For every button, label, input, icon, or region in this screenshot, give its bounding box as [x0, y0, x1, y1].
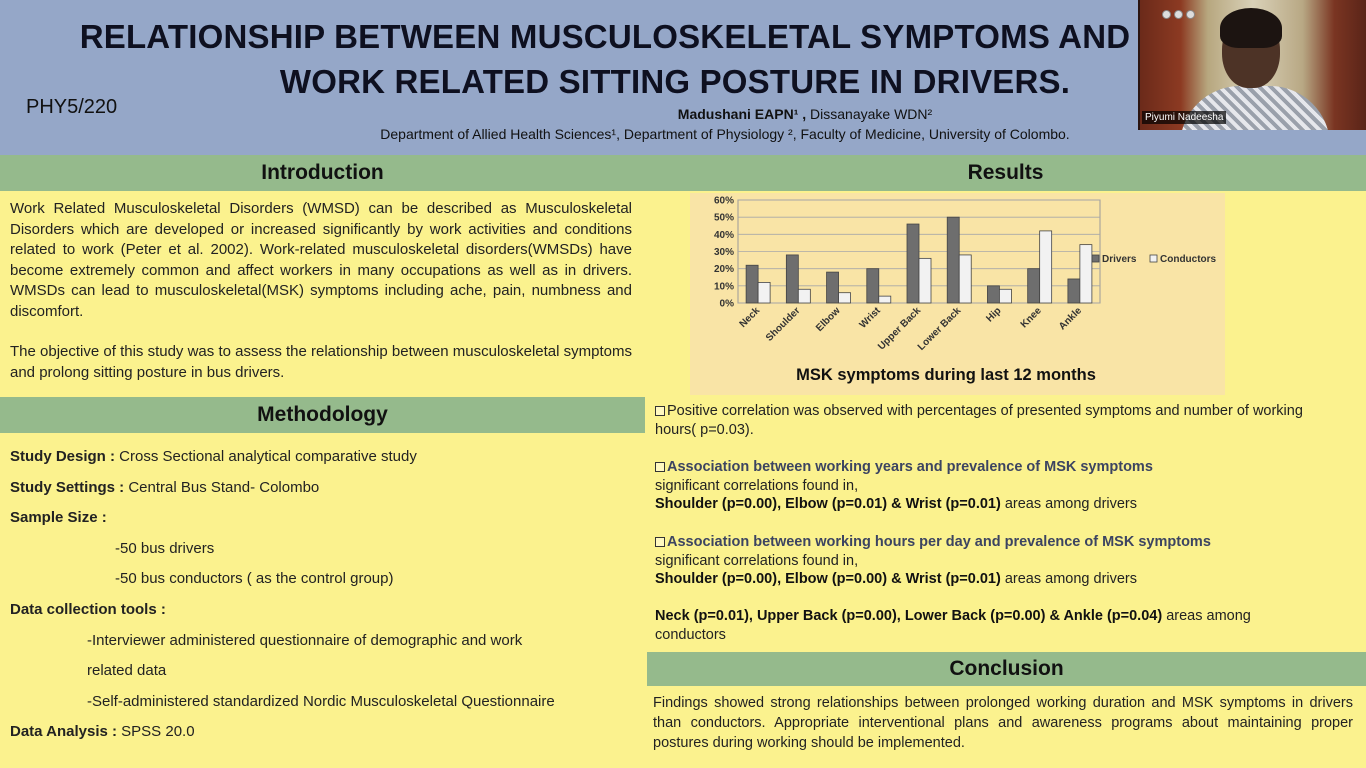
result-2 [655, 458, 1315, 514]
x-tick-label: Elbow [814, 305, 843, 334]
introduction-paragraph-2: The objective of this study was to assess the relationship between musculoskeletal symptoms and prolong sitting posture in bus drivers. [10, 343, 632, 381]
bar-conductors-shoulder [798, 289, 810, 303]
x-tick-label: Hip [984, 305, 1004, 325]
bar-drivers-upper-back [907, 224, 919, 303]
study-settings [10, 479, 319, 496]
title-line-1: RELATIONSHIP BETWEEN MUSCULOSKELETAL SYMPTOMS AND [79, 18, 1131, 55]
legend-label-drivers: Drivers [1102, 254, 1137, 265]
checkbox-icon [655, 406, 665, 416]
result-4-tail: areas among conductors [655, 608, 1251, 643]
bar-drivers-elbow [827, 272, 839, 303]
title-line-2: WORK RELATED SITTING POSTURE IN DRIVERS. [279, 63, 1071, 100]
authors [400, 106, 1210, 122]
introduction-heading: Introduction [0, 155, 645, 191]
x-tick-label: Neck [737, 305, 763, 331]
introduction-paragraph-1: Work Related Musculoskeletal Disorders (WMSD) can be described as Musculoskeletal Disorders which are developed or increased significantly by work activities and conditions related to work (Peter et al. 2002). Work-related musculoskeletal disorders(WMSDs) have become extremely common and affect workers in many occupations as well as in drivers. WMSDs can lead to musculoskeletal(MSK) symptoms including ache, pain, numbness and discomfort. [10, 200, 632, 320]
result-3-tail: areas among drivers [1000, 571, 1138, 587]
poster-title [60, 14, 1150, 104]
result-4 [655, 607, 1315, 644]
x-tick-label: Knee [1018, 305, 1044, 331]
data-analysis-value: SPSS 20.0 [117, 723, 195, 740]
y-tick-label: 20% [713, 264, 734, 276]
result-2-heading: Association between working years and prevalence of MSK symptoms [667, 459, 1153, 475]
x-tick-label: Upper Back [876, 305, 924, 353]
author-secondary: Dissanayake WDN² [806, 106, 933, 122]
study-settings-value: Central Bus Stand- Colombo [124, 479, 320, 496]
tool-nordic: -Self-administered standardized Nordic Musculoskeletal Questionnaire [87, 693, 555, 710]
result-3-sub: significant correlations found in, [655, 552, 859, 569]
checkbox-icon [655, 537, 665, 547]
bar-drivers-neck [746, 265, 758, 303]
author-primary: Madushani EAPN¹ , [677, 106, 807, 122]
y-tick-label: 40% [713, 229, 734, 241]
bar-conductors-ankle [1080, 245, 1092, 303]
poster-code: PHY5/220 [26, 96, 118, 118]
y-tick-label: 60% [713, 195, 734, 207]
chart-title: MSK symptoms during last 12 months [796, 366, 1096, 384]
legend-swatch-drivers [1092, 255, 1099, 262]
participant-name: Piyumi Nadeesha [1142, 111, 1226, 124]
study-design-value: Cross Sectional analytical comparative study [115, 448, 417, 465]
bar-conductors-knee [1040, 231, 1052, 303]
tool-interviewer-line-1: -Interviewer administered questionnaire of demographic and work [87, 632, 523, 649]
results-heading: Results [645, 155, 1366, 191]
bar-drivers-ankle [1068, 279, 1080, 303]
bar-drivers-shoulder [786, 255, 798, 303]
result-2-tail: areas among drivers [1000, 496, 1138, 512]
y-tick-label: 10% [713, 281, 734, 293]
bar-conductors-wrist [879, 296, 891, 303]
webcam-video-tile[interactable] [1138, 0, 1366, 130]
status-icon [1174, 10, 1183, 19]
chart-svg [690, 193, 1225, 395]
bar-drivers-wrist [867, 269, 879, 303]
x-tick-label: Lower Back [915, 305, 964, 353]
conclusion-text: Findings showed strong relationships between prolonged working duration and MSK symptoms in drivers than conductors. Appropriate interventional plans and awareness programs about maintaining proper postures during working should be implemented. [653, 695, 1353, 751]
msk-bar-chart [690, 193, 1225, 395]
bar-conductors-lower-back [959, 255, 971, 303]
x-tick-label: Ankle [1056, 305, 1085, 333]
result-2-bold: Shoulder (p=0.00), Elbow (p=0.01) & Wrist (p=0.01) [655, 496, 1001, 512]
data-analysis-label: Data Analysis : [10, 723, 117, 740]
study-design-label: Study Design : [10, 448, 116, 465]
data-collection-label: Data collection tools : [10, 601, 166, 618]
bar-conductors-neck [758, 282, 770, 303]
bar-conductors-elbow [839, 293, 851, 303]
result-4-bold: Neck (p=0.01), Upper Back (p=0.00), Lower Back (p=0.00) & Ankle (p=0.04) [655, 608, 1163, 624]
result-3-detail [655, 570, 1315, 589]
tool-interviewer-line-2: related data [87, 662, 167, 679]
sample-size [10, 509, 107, 526]
study-settings-label: Study Settings : [10, 479, 125, 496]
checkbox-icon [655, 462, 665, 472]
legend-swatch-conductors [1150, 255, 1157, 262]
result-3-bold: Shoulder (p=0.00), Elbow (p=0.00) & Wrist (p=0.01) [655, 571, 1001, 587]
bar-drivers-hip [987, 286, 999, 303]
sample-drivers: -50 bus drivers [115, 540, 215, 557]
y-tick-label: 30% [713, 247, 734, 258]
methodology-heading: Methodology [0, 397, 645, 433]
sample-conductors: -50 bus conductors ( as the control group) [115, 570, 394, 587]
result-3 [655, 533, 1315, 589]
y-tick-label: 50% [713, 212, 734, 224]
bar-drivers-lower-back [947, 217, 959, 303]
x-tick-label: Wrist [857, 305, 883, 331]
affiliation: Department of Allied Health Sciences¹, Department of Physiology ², Faculty of Medicine, University of Colombo. [380, 126, 1070, 142]
study-design [10, 448, 417, 465]
status-icon [1162, 10, 1171, 19]
presenter-hair [1220, 8, 1282, 48]
data-analysis [10, 723, 195, 740]
result-1-text: Positive correlation was observed with percentages of presented symptoms and number of working hours( p=0.03). [655, 403, 1303, 438]
result-2-detail [655, 495, 1315, 514]
x-tick-label: Shoulder [764, 305, 803, 344]
webcam-status-icons [1162, 10, 1195, 19]
result-2-sub: significant correlations found in, [655, 477, 859, 494]
status-icon [1186, 10, 1195, 19]
conclusion-heading: Conclusion [647, 652, 1366, 686]
bar-conductors-hip [999, 289, 1011, 303]
bar-drivers-knee [1028, 269, 1040, 303]
legend-label-conductors: Conductors [1160, 254, 1217, 265]
result-3-heading: Association between working hours per day and prevalence of MSK symptoms [667, 534, 1211, 550]
result-1 [655, 402, 1315, 439]
sample-size-label: Sample Size : [10, 509, 107, 526]
y-tick-label: 0% [719, 298, 734, 310]
bar-conductors-upper-back [919, 258, 931, 303]
data-collection-tools [10, 601, 166, 618]
